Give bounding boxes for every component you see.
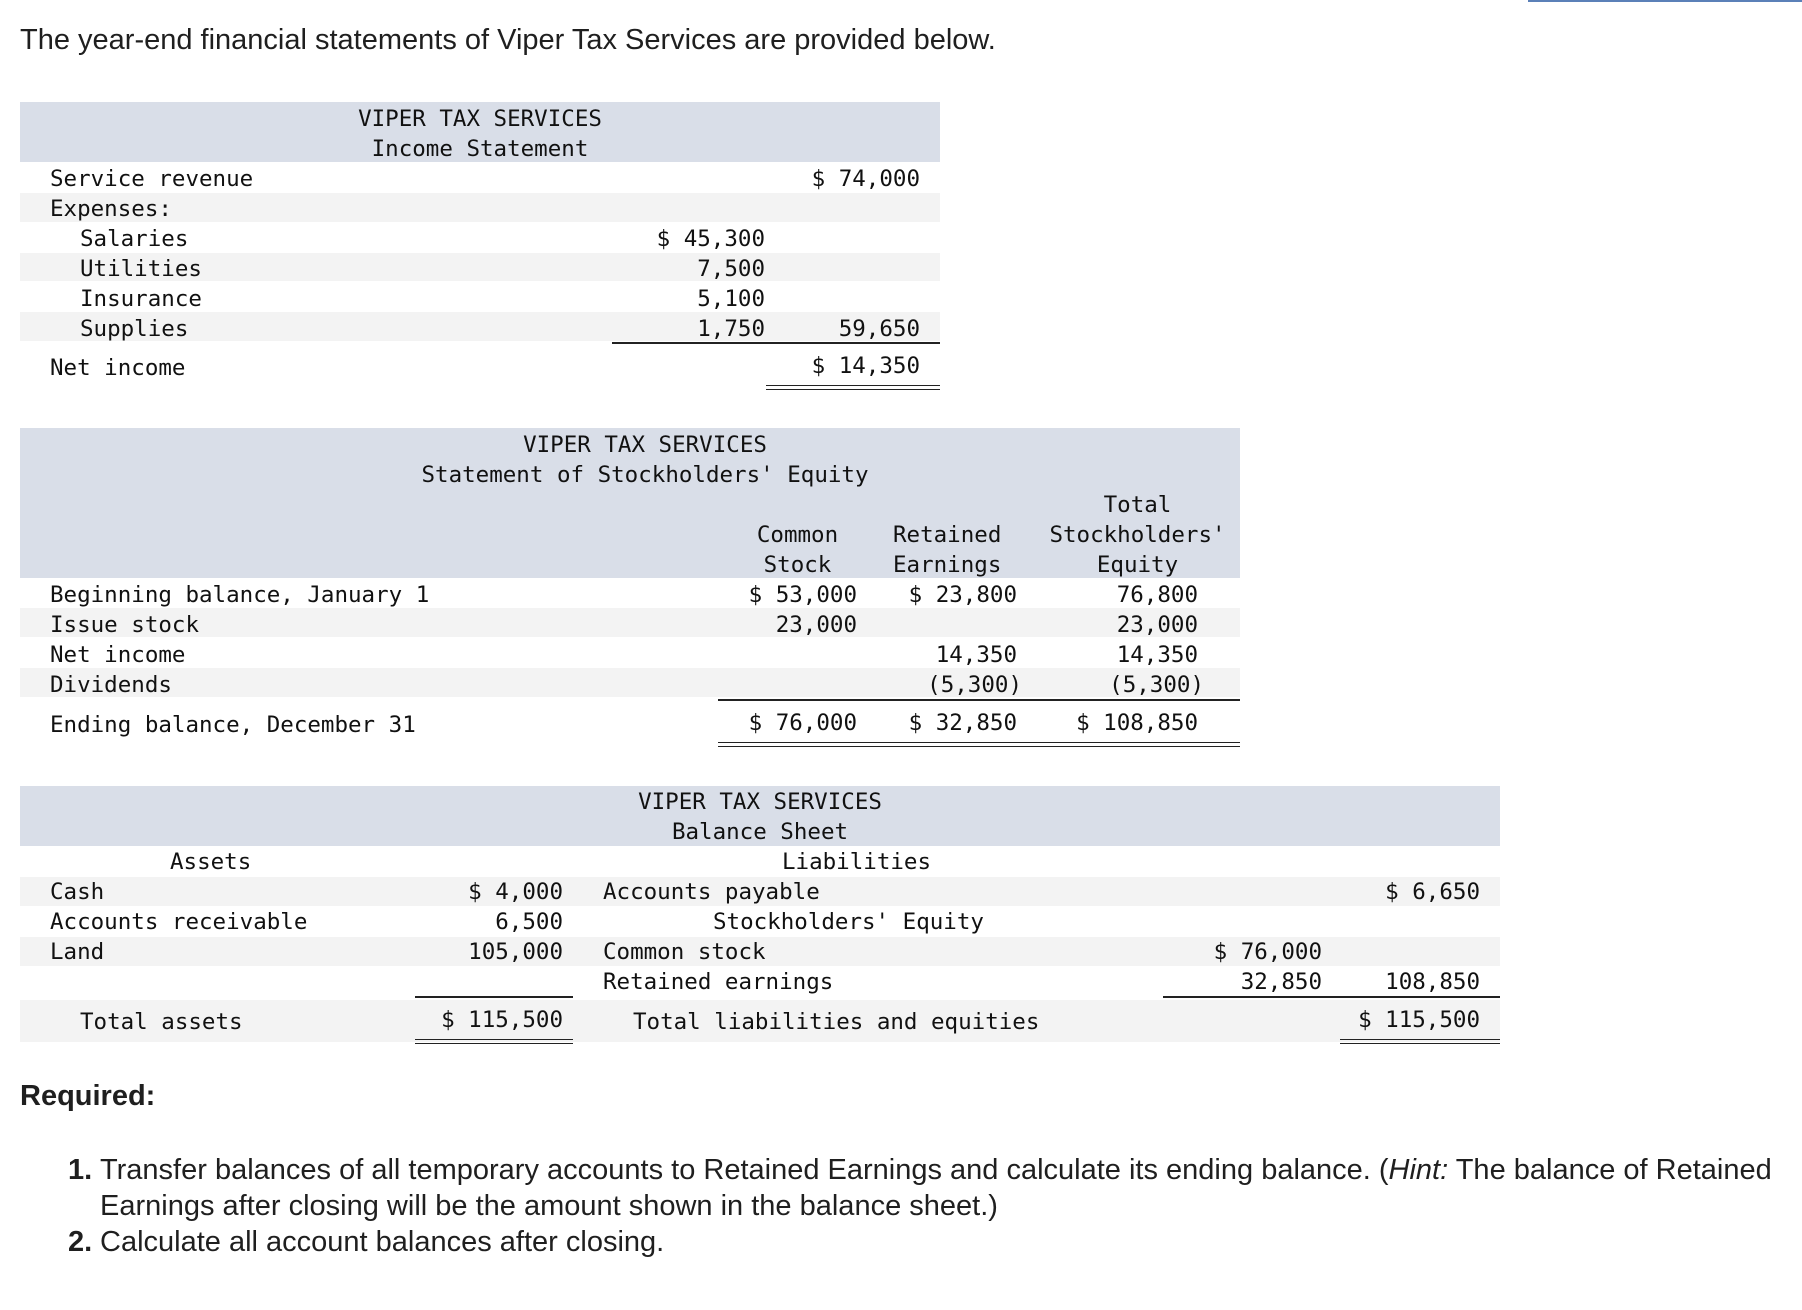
required-title: Required: — [20, 1080, 156, 1112]
required-item-text: The balance of Retained Earnings after closing will be the amount shown in the balance sheet.) — [100, 1154, 1772, 1222]
net-income-value: $ 14,350 — [811, 353, 920, 379]
required-item-text: Transfer balances of all temporary accounts to Retained Earnings and calculate its ending balance. ( — [100, 1154, 1389, 1186]
assets-header: Assets — [170, 849, 252, 875]
underline — [415, 996, 573, 998]
top-accent-line — [1528, 0, 1802, 2]
col-common-header: Common — [756, 522, 839, 548]
total-assets-label: Total assets — [80, 1009, 243, 1035]
intro-text: The year-end financial statements of Viper Tax Services are provided below. — [20, 24, 996, 56]
underline — [1163, 996, 1500, 998]
equity-row-label: Dividends — [50, 672, 172, 698]
total-assets-value: $ 115,500 — [441, 1007, 563, 1033]
equity-header: Stockholders' Equity — [713, 909, 984, 935]
expenses-label: Expenses: — [50, 196, 172, 222]
col-total-header: Stockholders' — [1049, 522, 1226, 548]
required-item — [68, 1224, 1788, 1260]
required-item-text: Calculate all account balances after closing. — [100, 1226, 665, 1258]
income-title: Income Statement — [371, 136, 589, 162]
underline — [612, 342, 940, 344]
equity-row-common: $ 53,000 — [748, 582, 857, 608]
balance-company: VIPER TAX SERVICES — [638, 789, 882, 815]
double-underline — [718, 742, 1240, 747]
equity-title: Statement of Stockholders' Equity — [421, 462, 869, 488]
col-common-header: Stock — [763, 552, 832, 578]
income-company: VIPER TAX SERVICES — [358, 106, 602, 132]
double-underline — [766, 385, 940, 390]
asset-value: 105,000 — [468, 939, 563, 965]
expense-value: $ 45,300 — [656, 226, 765, 252]
retained-earnings-label: Retained earnings — [603, 969, 834, 995]
asset-label: Land — [50, 939, 105, 965]
liabilities-header: Liabilities — [782, 849, 932, 875]
double-underline — [1340, 1039, 1500, 1044]
total-le-label: Total liabilities and equities — [633, 1009, 1040, 1035]
expense-value: 5,100 — [697, 286, 765, 312]
required-item — [68, 1152, 1788, 1224]
total-equity-value: 108,850 — [1385, 969, 1480, 995]
service-revenue-label: Service revenue — [50, 166, 254, 192]
expense-value: 7,500 — [697, 256, 765, 282]
common-stock-value: $ 76,000 — [1213, 939, 1322, 965]
asset-label: Cash — [50, 879, 105, 905]
equity-company: VIPER TAX SERVICES — [523, 432, 767, 458]
balance-title: Balance Sheet — [671, 819, 849, 845]
required-list — [68, 1152, 1788, 1260]
equity-row-label: Issue stock — [50, 612, 200, 638]
ending-total: $ 108,850 — [1076, 710, 1198, 736]
ending-retained: $ 32,850 — [908, 710, 1017, 736]
equity-row-retained: 14,350 — [935, 642, 1017, 668]
total-le-value: $ 115,500 — [1358, 1007, 1480, 1033]
equity-row-label: Net income — [50, 642, 186, 668]
asset-value: $ 4,000 — [468, 879, 563, 905]
equity-row-retained: (5,300) — [927, 672, 1022, 698]
common-stock-label: Common stock — [603, 939, 766, 965]
equity-row-label: Beginning balance, January 1 — [50, 582, 430, 608]
equity-row-retained: $ 23,800 — [908, 582, 1017, 608]
required-item-hint: Hint: — [1388, 1154, 1449, 1186]
double-underline — [415, 1039, 573, 1044]
equity-row-total: 14,350 — [1116, 642, 1198, 668]
asset-value: 6,500 — [495, 909, 563, 935]
asset-label: Accounts receivable — [50, 909, 308, 935]
equity-row-total: 76,800 — [1116, 582, 1198, 608]
accounts-payable-value: $ 6,650 — [1385, 879, 1480, 905]
expense-label: Utilities — [80, 256, 202, 282]
expense-label: Supplies — [80, 316, 189, 342]
ending-common: $ 76,000 — [748, 710, 857, 736]
required-item-number: 1. — [68, 1154, 93, 1186]
expense-label: Insurance — [80, 286, 202, 312]
equity-row-common: 23,000 — [775, 612, 857, 638]
accounts-payable-label: Accounts payable — [603, 879, 820, 905]
service-revenue-value: $ 74,000 — [811, 166, 920, 192]
underline — [718, 699, 1240, 701]
col-retained-header: Retained — [893, 522, 1002, 548]
retained-earnings-value: 32,850 — [1240, 969, 1322, 995]
total-expenses-value: 59,650 — [838, 316, 920, 342]
net-income-label: Net income — [50, 355, 186, 381]
expense-label: Salaries — [80, 226, 189, 252]
required-item-number: 2. — [68, 1226, 93, 1258]
col-total-header: Equity — [1096, 552, 1179, 578]
col-total-header: Total — [1103, 492, 1172, 518]
equity-row-total: 23,000 — [1116, 612, 1198, 638]
ending-balance-label: Ending balance, December 31 — [50, 712, 416, 738]
col-retained-header: Earnings — [893, 552, 1002, 578]
expense-value: 1,750 — [697, 316, 765, 342]
equity-row-total: (5,300) — [1109, 672, 1204, 698]
